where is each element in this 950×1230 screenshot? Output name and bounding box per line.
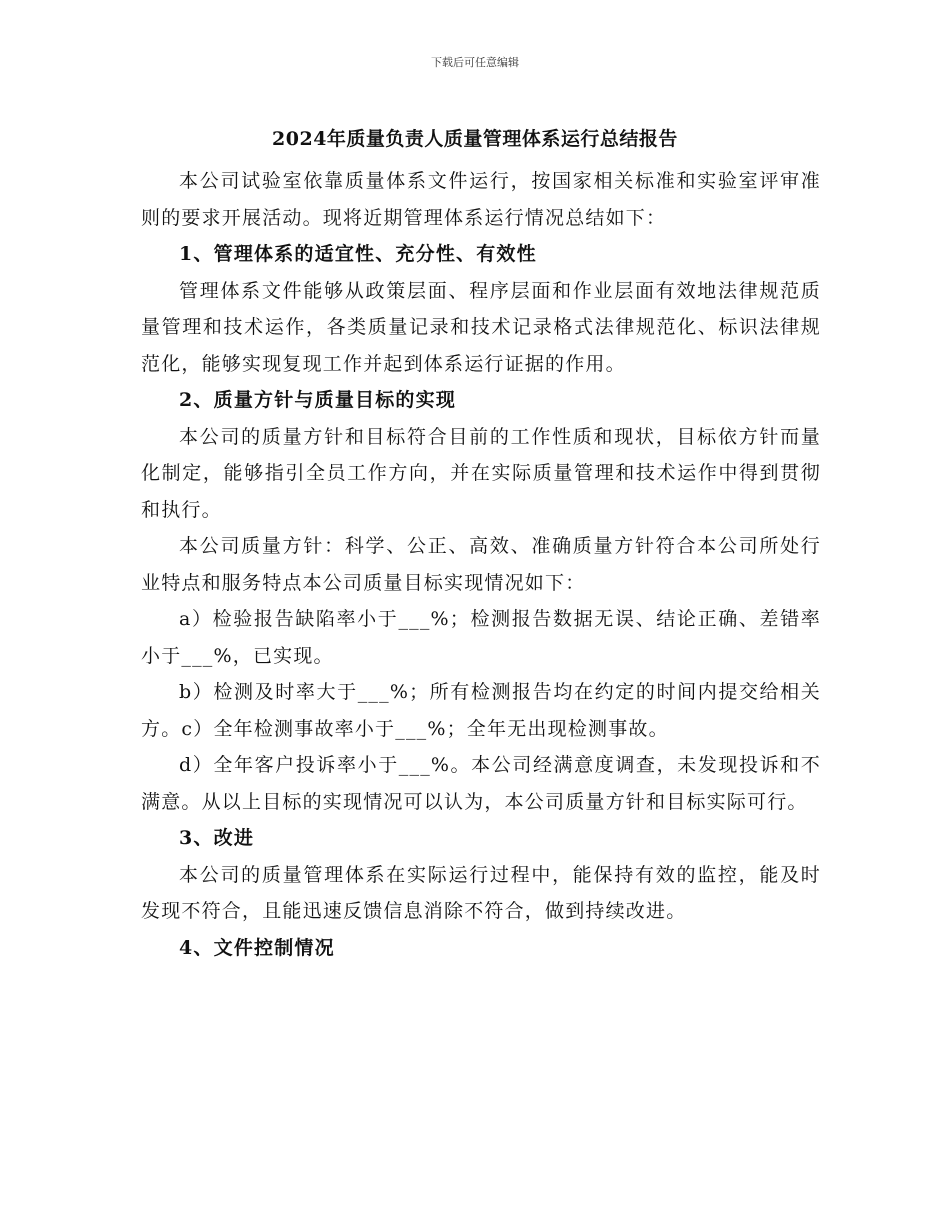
section-heading-4: 4、文件控制情况	[179, 936, 335, 959]
section-2-paragraph: 本公司的质量方针和目标符合目前的工作性质和现状，目标依方针而量化制定，能够指引全员工作方向，并在实际质量管理和技术运作中得到贯彻和执行。	[141, 425, 821, 521]
goal-d-paragraph: d）全年客户投诉率小于___%。本公司经满意度调查，未发现投诉和不满意。从以上目标的实现情况可以认为，本公司质量方针和目标实际可行。	[141, 754, 821, 813]
section-heading-1: 1、管理体系的适宜性、充分性、有效性	[179, 243, 537, 265]
document-body	[141, 163, 821, 966]
section-heading-3: 3、改进	[179, 827, 255, 849]
quality-policy-paragraph: 本公司质量方针：科学、公正、高效、准确质量方针符合本公司所处行业特点和服务特点本公司质量目标实现情况如下：	[141, 535, 821, 594]
page-header-note: 下载后可任意编辑	[431, 56, 519, 69]
section-3-paragraph: 本公司的质量管理体系在实际运行过程中，能保持有效的监控，能及时发现不符合，且能迅速反馈信息消除不符合，做到持续改进。	[141, 863, 821, 922]
intro-paragraph: 本公司试验室依靠质量体系文件运行，按国家相关标准和实验室评审准则的要求开展活动。现将近期管理体系运行情况总结如下：	[141, 170, 821, 229]
section-heading-2: 2、质量方针与质量目标的实现	[179, 389, 457, 411]
section-1-paragraph: 管理体系文件能够从政策层面、程序层面和作业层面有效地法律规范质量管理和技术运作，各类质量记录和技术记录格式法律规范化、标识法律规范化，能够实现复现工作并起到体系运行证据的作用。	[141, 279, 821, 375]
document-title: 2024年质量负责人质量管理体系运行总结报告	[272, 128, 678, 150]
goal-a-paragraph: a）检验报告缺陷率小于___%；检测报告数据无误、结论正确、差错率小于___%，已实现。	[141, 608, 821, 667]
goal-b-c-paragraph: b）检测及时率大于___%；所有检测报告均在约定的时间内提交给相关方。c）全年检测事故率小于___%；全年无出现检测事故。	[141, 681, 821, 740]
